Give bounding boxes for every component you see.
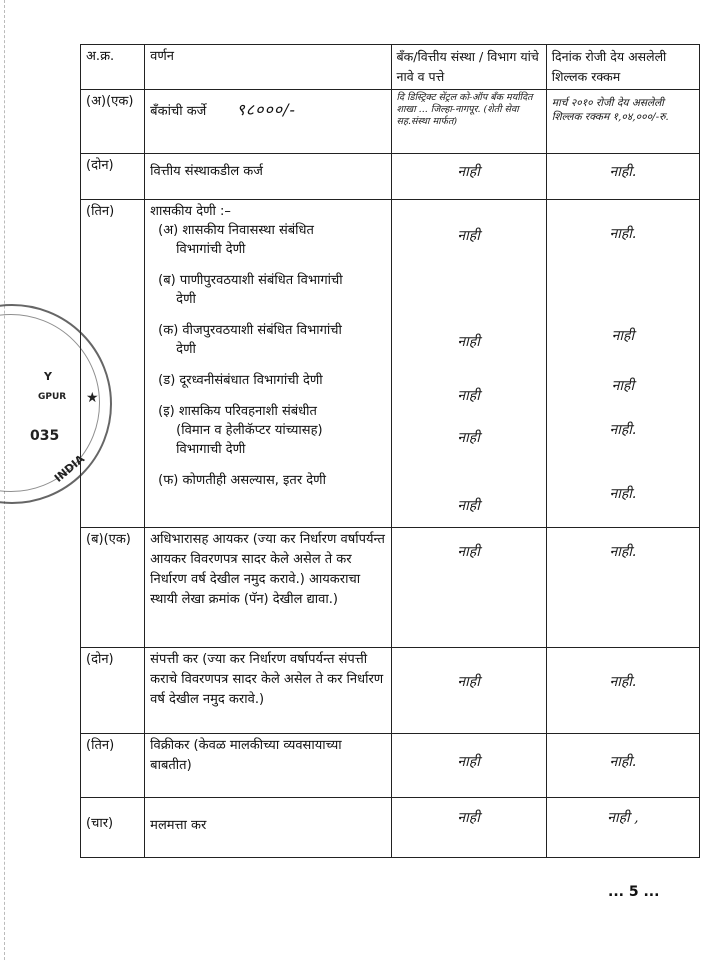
govt-dues-c: (क) वीजपुरवठयाशी संबंधित विभागांची (158, 323, 342, 338)
govt-dues-e-2: (विमान व हेलीकॅप्टर यांच्यासह) (176, 423, 323, 438)
seal-star-icon: ★ (86, 390, 99, 406)
page-number: ... 5 ... (608, 884, 660, 900)
handwritten-nil: नाही. (609, 226, 637, 242)
govt-dues-b: (ब) पाणीपुरवठयाशी संबंधित विभागांची (158, 273, 343, 288)
row-institution (391, 798, 546, 858)
govt-dues-c-2: देणी (176, 342, 196, 357)
row-balance (546, 154, 699, 200)
seal-text-1: Y (44, 370, 52, 383)
row-balance (546, 798, 699, 858)
table-row (81, 200, 700, 528)
header-institution: बँक/वित्तीय संस्था / विभाग यांचे नावे व पत्ते (391, 45, 546, 90)
handwritten-nil: नाही. (609, 164, 637, 180)
table-row (81, 90, 700, 154)
table-row (81, 154, 700, 200)
handwritten-nil: नाही. (609, 754, 637, 770)
handwritten-nil: नाही (457, 810, 480, 826)
row-description: संपत्ती कर (ज्या कर निर्धारण वर्षापर्यन्त संपत्ती कराचे विवरणपत्र सादर केले असेल ते कर निर्धारण वर्ष देखील नमुद करावे.) (145, 648, 391, 734)
row-serial: (तिन) (81, 734, 145, 798)
row-serial: (ब)(एक) (81, 528, 145, 648)
govt-dues-b-2: देणी (176, 292, 196, 307)
handwritten-nil: नाही. (609, 674, 637, 690)
handwritten-balance-amount: मार्च २०१० रोजी देय असलेली शिल्लक रक्कम १,०४,०००/-रु. (551, 97, 669, 123)
row-description: मलमत्ता कर (145, 798, 391, 858)
row-balance (546, 648, 699, 734)
govt-dues-e-3: विभागाची देणी (176, 442, 246, 457)
govt-dues-a: (अ) शासकीय निवासस्था संबंधित (158, 223, 314, 238)
govt-dues-e: (इ) शासकिय परिवहनाशी संबंधीत (158, 404, 317, 419)
table-row (81, 734, 700, 798)
handwritten-nil: नाही (457, 228, 480, 244)
row-description (145, 90, 391, 154)
liabilities-table (80, 44, 700, 858)
handwritten-nil: नाही (457, 498, 480, 514)
row-institution (391, 734, 546, 798)
row-serial: (दोन) (81, 154, 145, 200)
table-row (81, 528, 700, 648)
row-balance (546, 734, 699, 798)
seal-text-2: GPUR (38, 392, 67, 402)
row-serial: (तिन) (81, 200, 145, 528)
handwritten-nil: नाही. (609, 422, 637, 438)
table-row (81, 798, 700, 858)
header-balance: दिनांक रोजी देय असलेली शिल्लक रक्कम (546, 45, 699, 90)
handwritten-bank-name: दि डिस्ट्रिक्ट सेंट्रल को-ऑप बँक मर्यादित शाखा ... जिल्हा-नागपूर. (शेती सेवा सह.संस्था मार्फत) (396, 92, 533, 127)
handwritten-nil: नाही. (609, 486, 637, 502)
row-institution (391, 154, 546, 200)
row-institution (391, 648, 546, 734)
handwritten-nil: नाही (457, 674, 480, 690)
table-row (81, 648, 700, 734)
row-description (145, 200, 391, 528)
table-header-row (81, 45, 700, 90)
row-serial: (अ)(एक) (81, 90, 145, 154)
seal-text-3: 035 (30, 428, 60, 444)
row-institution (391, 528, 546, 648)
bank-loans-label: बँकांची कर्जे (150, 104, 207, 119)
row-description: अधिभारासह आयकर (ज्या कर निर्धारण वर्षापर्यन्त आयकर विवरणपत्र सादर केले असेल ते कर निर्धारण वर्ष देखील नमुद करावे.) आयकराचा स्थायी लेखा क्रमांक (पॅन) देखील द्यावा.) (145, 528, 391, 648)
govt-dues-f: (फ) कोणतीही असल्यास, इतर देणी (158, 473, 326, 488)
handwritten-nil: नाही (457, 430, 480, 446)
row-description: वित्तीय संस्थाकडील कर्ज (145, 154, 391, 200)
handwritten-nil: नाही (457, 334, 480, 350)
handwritten-nil: नाही (457, 388, 480, 404)
handwritten-nil: नाही (457, 164, 480, 180)
handwritten-loan-amount: ९८०००/- (236, 100, 296, 119)
handwritten-nil: नाही , (607, 810, 639, 826)
header-description: वर्णन (145, 45, 391, 90)
row-description: विक्रीकर (केवळ मालकीच्या व्यवसायाच्या बाबतीत) (145, 734, 391, 798)
header-serial: अ.क्र. (81, 45, 145, 90)
handwritten-nil: नाही. (609, 544, 637, 560)
row-balance (546, 200, 699, 528)
handwritten-nil: नाही (611, 378, 635, 394)
row-serial: (चार) (81, 798, 145, 858)
govt-dues-heading: शासकीय देणी :– (150, 204, 231, 219)
row-balance (546, 90, 699, 154)
row-serial: (दोन) (81, 648, 145, 734)
handwritten-nil: नाही (457, 754, 480, 770)
row-balance (546, 528, 699, 648)
row-institution (391, 200, 546, 528)
seal-text-4: INDIA (51, 452, 88, 485)
handwritten-nil: नाही (611, 328, 635, 344)
row-institution (391, 90, 546, 154)
handwritten-nil: नाही (457, 544, 480, 560)
govt-dues-d: (ड) दूरध्वनीसंबंधात विभागांची देणी (158, 373, 323, 388)
govt-dues-a-2: विभागांची देणी (176, 242, 246, 257)
